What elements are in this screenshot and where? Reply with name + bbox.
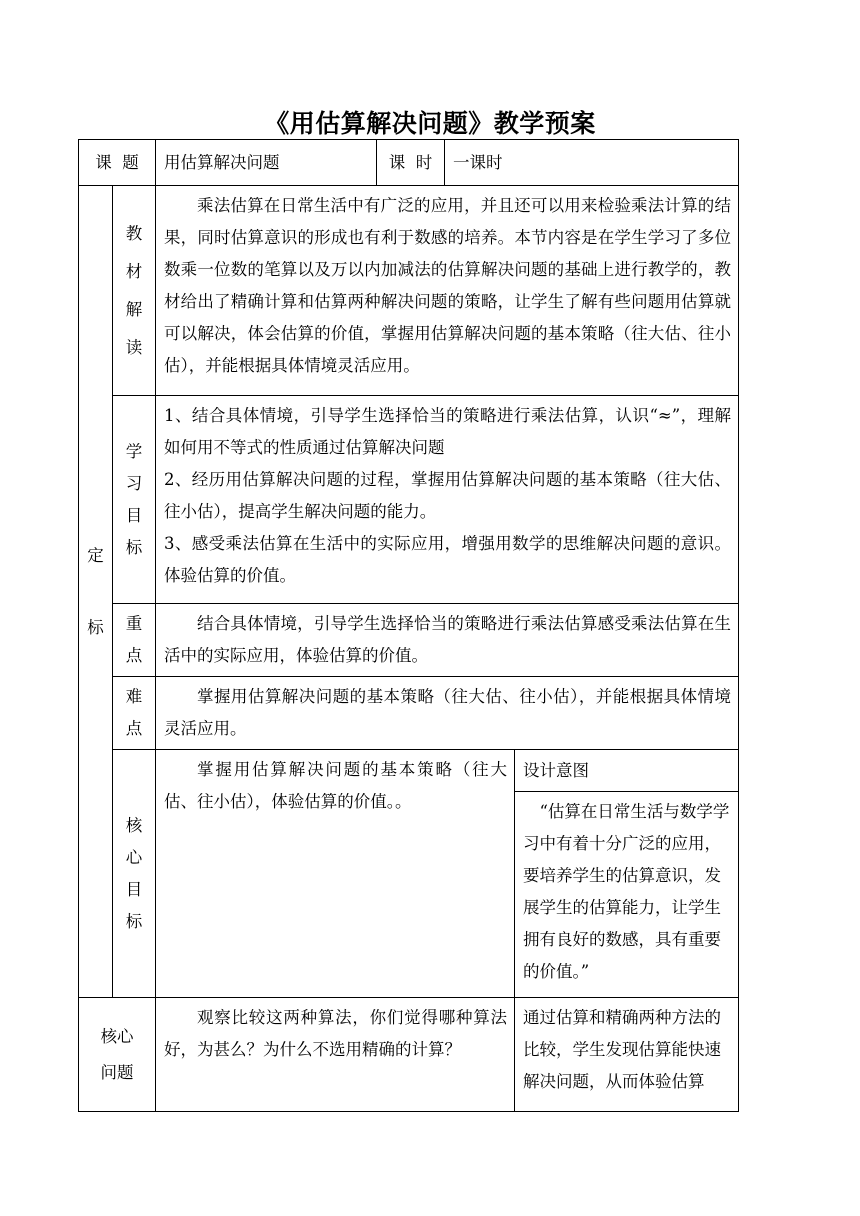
textbook-label: 教 材 解 读 — [113, 186, 156, 396]
difficulty-text: 掌握用估算解决问题的基本策略（往大估、往小估），并能根据具体情境灵活应用。 — [156, 677, 739, 750]
core-question-text: 观察比较这两种算法，你们觉得哪种算法好，为甚么？为什么不选用精确的计算？ — [156, 998, 515, 1112]
topic-value: 用估算解决问题 — [156, 140, 377, 186]
core-goal-label: 核 心 目 标 — [113, 750, 156, 998]
design-intent-label: 设计意图 — [515, 750, 739, 792]
objective-item: 3、感受乘法估算在生活中的实际应用，增强用数学的思维解决问题的意识。体验估算的价值。 — [164, 534, 731, 585]
core-question-label: 核心 问题 — [79, 998, 156, 1112]
lesson-plan-table — [78, 139, 739, 1112]
design-intent-text: “估算在日常生活与数学学习中有着十分广泛的应用，要培养学生的估算意识，发展学生的估算能力，让学生拥有良好的数感，具有重要的价值。” — [515, 792, 739, 998]
document-title: 《用估算解决问题》教学预案 — [264, 109, 596, 138]
difficulty-label: 难 点 — [113, 677, 156, 750]
objective-item: 2、经历用估算解决问题的过程，掌握用估算解决问题的基本策略（往大估、往小估），提高学生解决问题的能力。 — [164, 470, 731, 521]
period-label: 课 时 — [377, 140, 445, 186]
core-goal-text: 掌握用估算解决问题的基本策略（往大估、往小估），体验估算的价值。。 — [156, 750, 515, 998]
outer-label-char: 标 — [87, 617, 104, 637]
outer-label-char: 定 — [87, 545, 104, 565]
outer-label-dingbiao — [79, 186, 113, 998]
core-question-note: 通过估算和精确两种方法的比较，学生发现估算能快速解决问题，从而体验估算 — [515, 998, 739, 1112]
period-value: 一课时 — [445, 140, 739, 186]
objective-item: 1、结合具体情境，引导学生选择恰当的策略进行乘法估算，认识“≈”，理解如何用不等式的性质通过估算解决问题 — [164, 406, 731, 457]
objectives-list — [156, 396, 739, 604]
key-point-text: 结合具体情境，引导学生选择恰当的策略进行乘法估算感受乘法估算在生活中的实际应用，体验估算的价值。 — [156, 604, 739, 677]
textbook-text: 乘法估算在日常生活中有广泛的应用，并且还可以用来检验乘法计算的结果，同时估算意识的形成也有利于数感的培养。本节内容是在学生学习了多位数乘一位数的笔算以及万以内加减法的估算解决问题的基础上进行教学的，教材给出了精确计算和估算两种解决问题的策略，让学生了解有些问题用估算就可以解决，体会估算的价值，掌握用估算解决问题的基本策略（往大估、往小估），并能根据具体情境灵活应用。 — [156, 186, 739, 396]
key-point-label: 重 点 — [113, 604, 156, 677]
topic-label: 课 题 — [79, 140, 156, 186]
objectives-label: 学 习 目 标 — [113, 396, 156, 604]
